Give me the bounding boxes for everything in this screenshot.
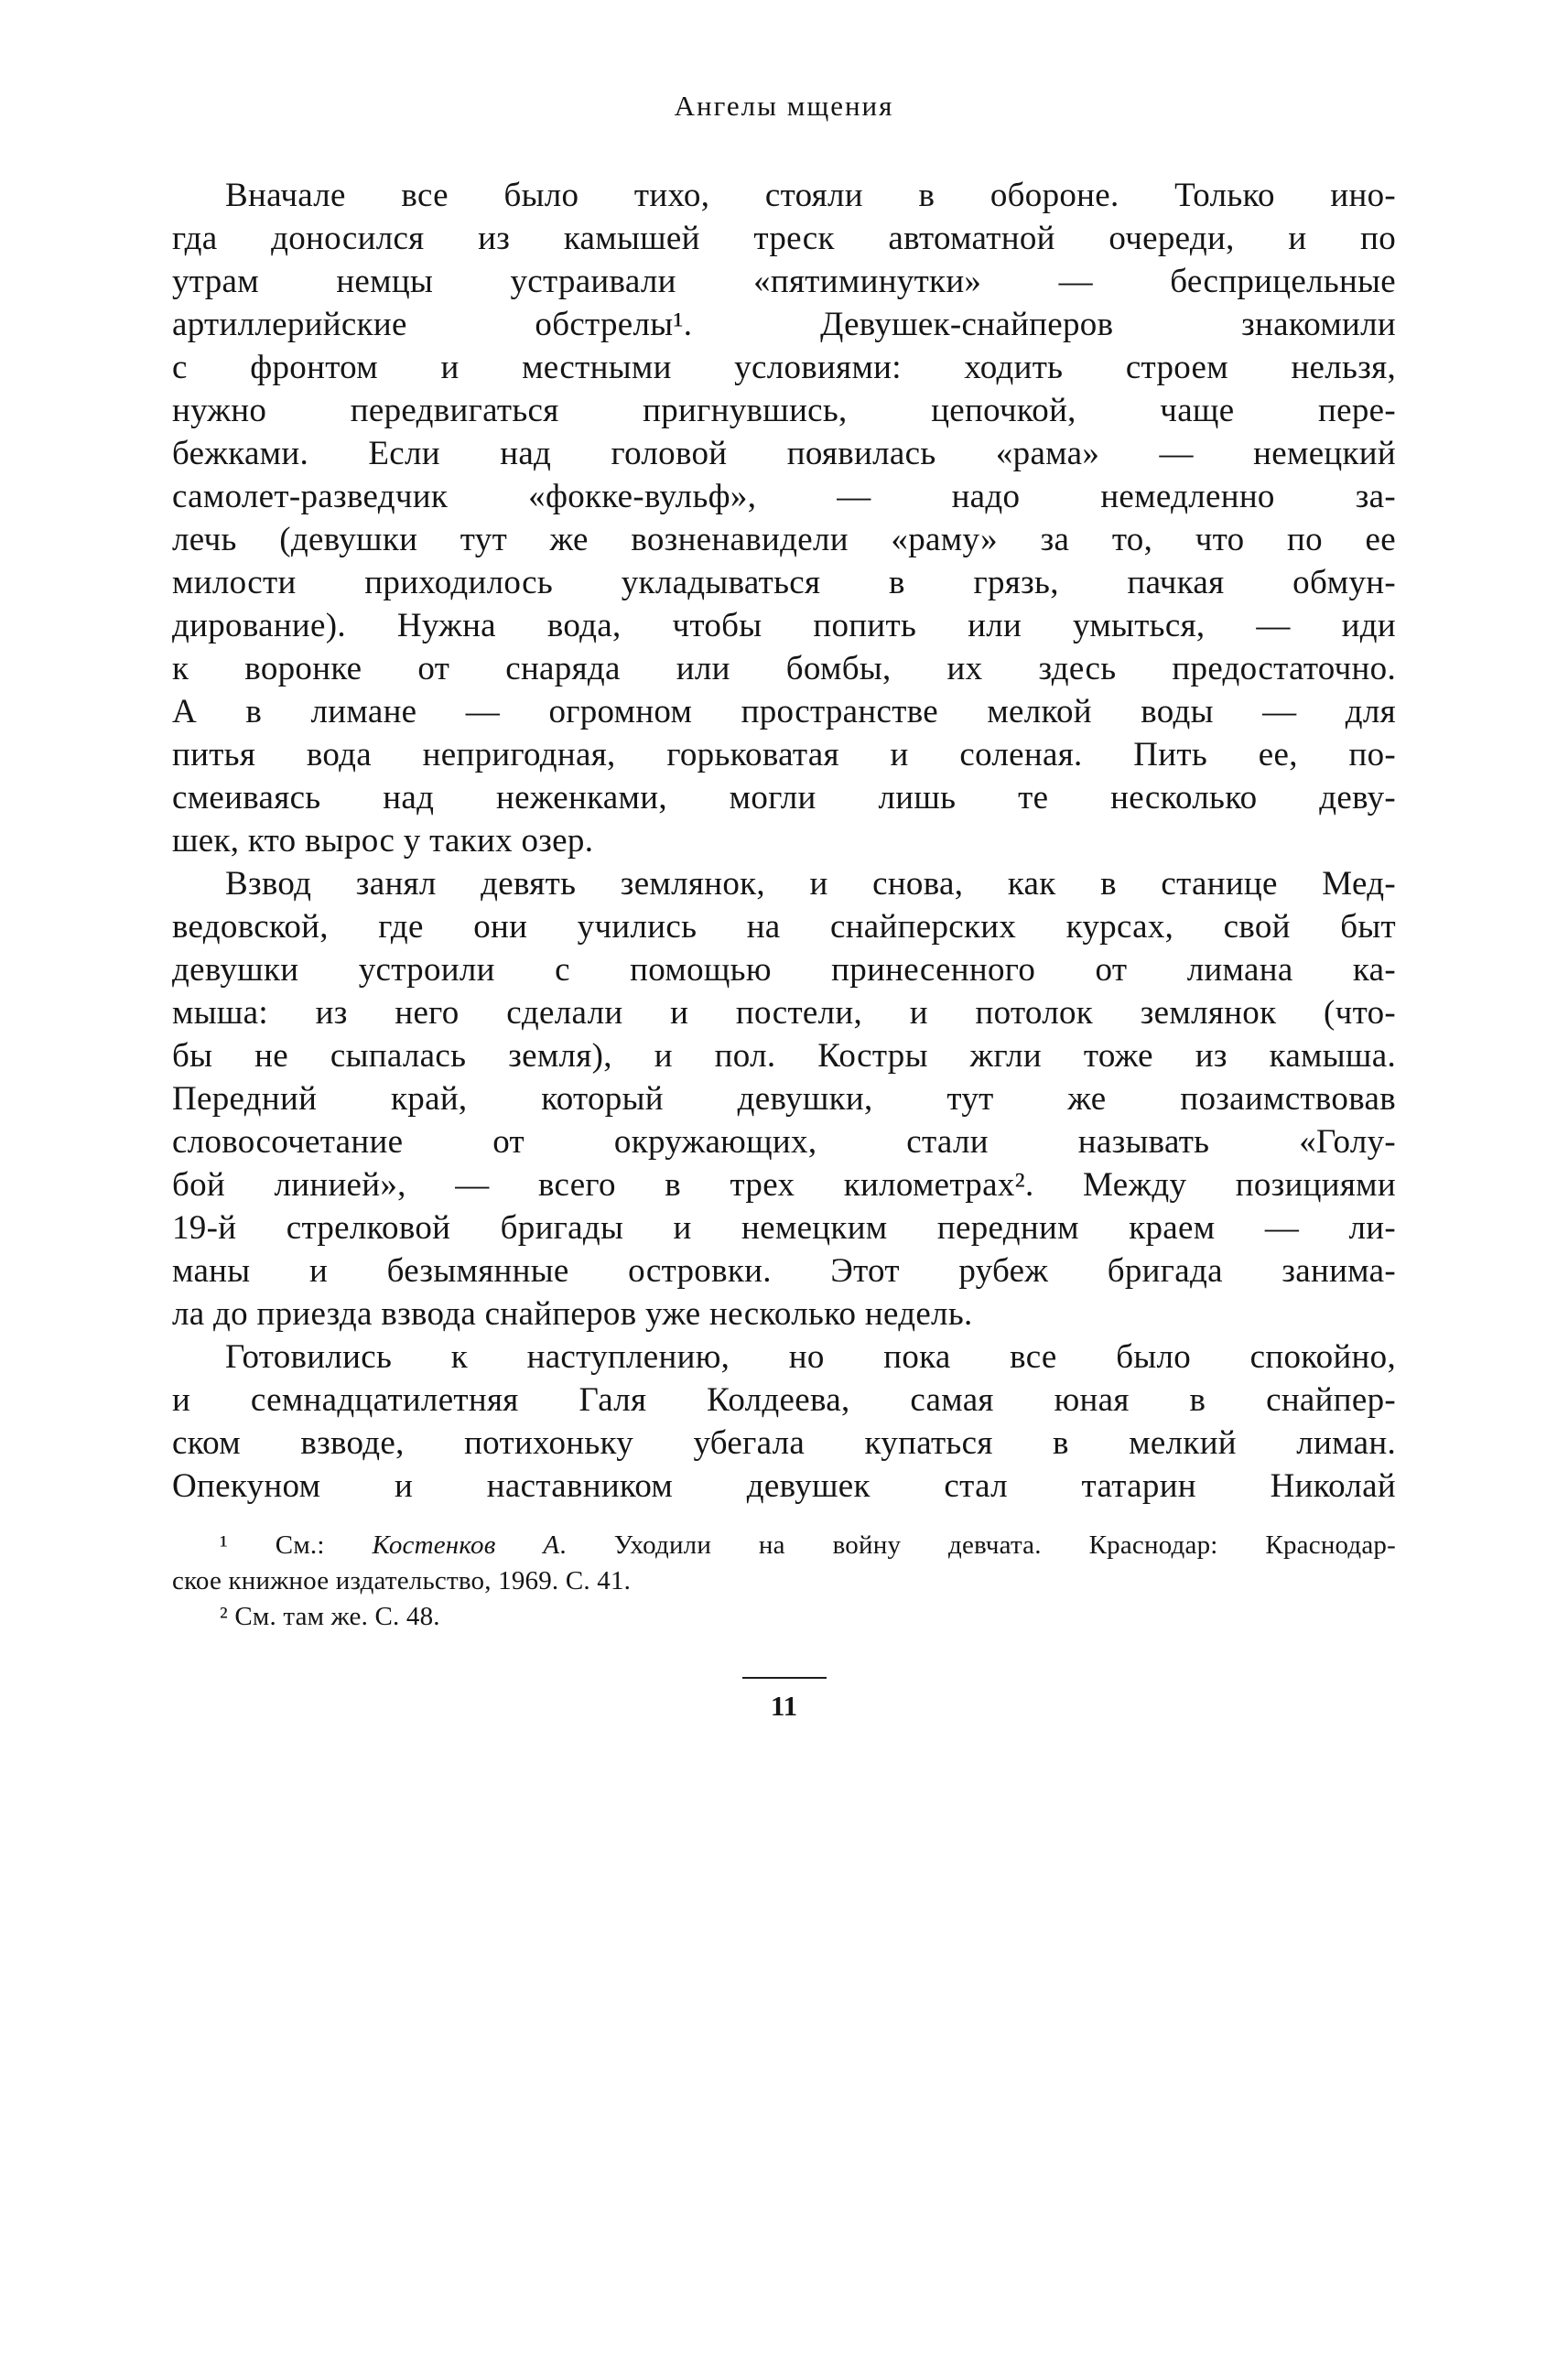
text-line: бой линией», — всего в трех километрах². Между позициями [172,1166,1396,1204]
text-line: бежками. Если над головой появилась «рама» — немецкий [172,435,1396,472]
footer-rule [742,1677,827,1679]
footnotes [172,1528,1396,1635]
text-line: Опекуном и наставником девушек стал татарин Николай [172,1467,1396,1505]
footnote-line [172,1599,1396,1635]
text-line: лечь (девушки тут же возненавидели «раму» за то, что по ее [172,521,1396,558]
running-header: Ангелы мщения [674,90,894,122]
text-line: Готовились к наступлению, но пока все было спокойно, [225,1338,1396,1376]
text-line: маны и безымянные островки. Этот рубеж бригада занима- [172,1252,1396,1290]
text-line: утрам немцы устраивали «пятиминутки» — бесприцельные [172,263,1396,300]
text-line: к воронке от снаряда или бомбы, их здесь предостаточно. [172,650,1396,687]
text-line: 19-й стрелковой бригады и немецким передним краем — ли- [172,1209,1396,1247]
text-line: ском взводе, потихоньку убегала купаться в мелкий лиман. [172,1424,1396,1462]
text-line: милости приходилось укладываться в грязь, пачкая обмун- [172,564,1396,601]
footnote-italic-text: Костенков А [372,1530,560,1560]
footnote-text: ¹ См.: [220,1530,373,1560]
text-line: и семнадцатилетняя Галя Колдеева, самая юная в снайпер- [172,1381,1396,1419]
text-line: питья вода непригодная, горьковатая и соленая. Пить ее, по- [172,736,1396,773]
footnote-line [172,1563,1396,1599]
text-line: с фронтом и местными условиями: ходить строем нельзя, [172,349,1396,386]
text-line: дирование). Нужна вода, чтобы попить или умыться, — иди [172,607,1396,644]
footnote-line [172,1528,1396,1563]
text-line: гда доносился из камышей треск автоматной очереди, и по [172,220,1396,257]
text-line: мыша: из него сделали и постели, и потолок землянок (что- [172,994,1396,1032]
text-line: Взвод занял девять землянок, и снова, как в станице Мед- [225,865,1396,903]
text-line: ведовской, где они учились на снайперских курсах, свой быт [172,908,1396,946]
page-number: 11 [770,1690,798,1722]
text-line: артиллерийские обстрелы¹. Девушек-снайперов знакомили [172,306,1396,343]
footnote-text: ское книжное издательство, 1969. С. 41. [172,1566,632,1595]
text-line: шек, кто вырос у таких озер. [172,822,594,860]
text-line: Вначале все было тихо, стояли в обороне. Только ино- [225,177,1396,214]
footnote-text: . Уходили на войну девчата. Краснодар: Краснодар- [559,1530,1396,1560]
text-line: А в лимане — огромном пространстве мелкой воды — для [172,693,1396,730]
text-line: ла до приезда взвода снайперов уже несколько недель. [172,1295,973,1333]
paragraph [172,862,1396,1335]
paragraph [172,174,1396,862]
text-line: нужно передвигаться пригнувшись, цепочкой, чаще пере- [172,392,1396,429]
text-line: Передний край, который девушки, тут же позаимствовав [172,1080,1396,1118]
text-line: смеиваясь над неженками, могли лишь те несколько деву- [172,779,1396,816]
body-text [172,174,1396,1508]
text-line: самолет-разведчик «фокке-вульф», — надо немедленно за- [172,478,1396,515]
text-line: словосочетание от окружающих, стали называть «Голу- [172,1123,1396,1161]
text-line: бы не сыпалась земля), и пол. Костры жгли тоже из камыша. [172,1037,1396,1075]
paragraph [172,1335,1396,1508]
footnote-text: ² См. там же. С. 48. [220,1602,440,1631]
text-line: девушки устроили с помощью принесенного от лимана ка- [172,951,1396,989]
